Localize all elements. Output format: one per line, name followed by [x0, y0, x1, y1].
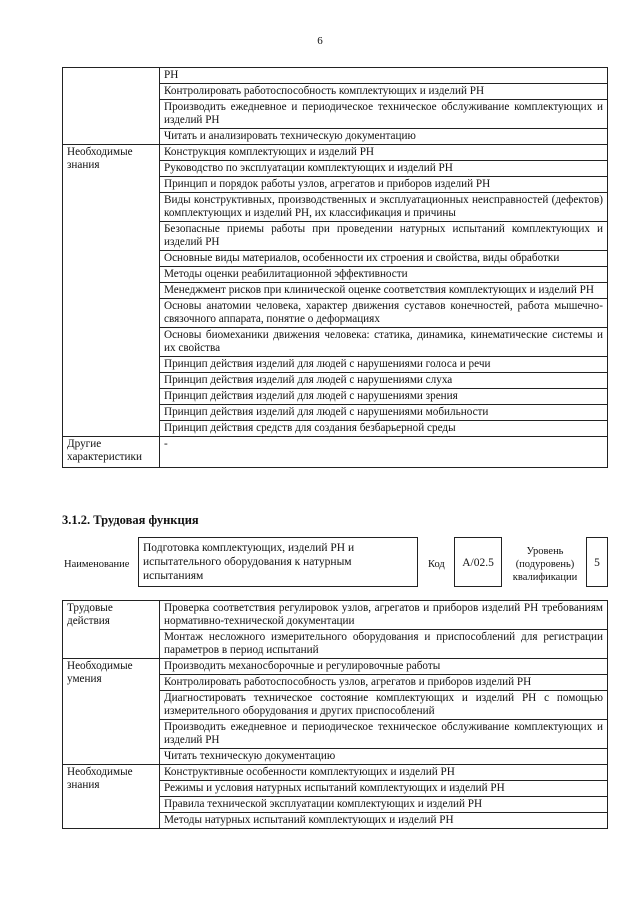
- code-value: A/02.5: [454, 537, 502, 587]
- code-label: Код: [428, 559, 445, 570]
- function-header: [62, 537, 608, 595]
- table-cell: Принцип действия изделий для людей с нарушениями слуха: [160, 373, 608, 389]
- table-cell: Проверка соответствия регулировок узлов, агрегатов и приборов изделий РН требованиям нормативно-технической документации: [160, 601, 608, 630]
- table-cell: Диагностировать техническое состояние комплектующих и изделий РН с помощью измерительного оборудования и других приспособлений: [160, 691, 608, 720]
- section-title: 3.1.2. Трудовая функция: [62, 513, 199, 527]
- group-label: [63, 68, 160, 145]
- table-cell: Виды конструктивных, производственных и эксплуатационных неисправностей (дефектов) комплектующих и изделий РН, их классификация и причины: [160, 193, 608, 222]
- table-cell: Безопасные приемы работы при проведении натурных испытаний комплектующих и изделий РН: [160, 222, 608, 251]
- table-cell: Принцип действия изделий для людей с нарушениями голоса и речи: [160, 357, 608, 373]
- group-skills: [63, 659, 608, 765]
- table-cell: Менеджмент рисков при клинической оценке соответствия комплектующих и изделий РН: [160, 283, 608, 299]
- group-knowledge: [63, 145, 608, 437]
- table-cell: Основы биомеханики движения человека: статика, динамика, кинематические системы и их свойства: [160, 328, 608, 357]
- table-cell: -: [160, 437, 608, 468]
- table-cell: Методы натурных испытаний комплектующих и изделий РН: [160, 813, 608, 829]
- group-label-knowledge: Необходимые знания: [63, 145, 160, 437]
- name-label: Наименование: [64, 559, 130, 570]
- group-actions: [63, 601, 608, 659]
- table-row: [63, 145, 608, 161]
- table-cell: РН: [160, 68, 608, 84]
- table-cell: Производить ежедневное и периодическое техническое обслуживание комплектующих и изделий РН: [160, 100, 608, 129]
- table-cell: Принцип действия изделий для людей с нарушениями зрения: [160, 389, 608, 405]
- table-cell: Конструктивные особенности комплектующих и изделий РН: [160, 765, 608, 781]
- table-cell: Контролировать работоспособность узлов, агрегатов и приборов изделий РН: [160, 675, 608, 691]
- table-row: [63, 437, 608, 468]
- level-value: 5: [586, 537, 608, 587]
- group-knowledge-2: [63, 765, 608, 829]
- table-cell: Основные виды материалов, особенности их строения и свойства, виды обработки: [160, 251, 608, 267]
- table-cell: Конструкция комплектующих и изделий РН: [160, 145, 608, 161]
- table-cell: Монтаж несложного измерительного оборудования и приспособлений для регистрации параметров в период испытаний: [160, 630, 608, 659]
- group-label-skills: Необходимые умения: [63, 659, 160, 765]
- table-cell: Режимы и условия натурных испытаний комплектующих и изделий РН: [160, 781, 608, 797]
- table-cell: Основы анатомии человека, характер движения суставов конечностей, работа мышечно-связочного аппарата, понятие о деформациях: [160, 299, 608, 328]
- group-label-other: Другие характеристики: [63, 437, 160, 468]
- table-cell: Руководство по эксплуатации комплектующих и изделий РН: [160, 161, 608, 177]
- requirements-table-continued: [62, 67, 608, 468]
- group-label-actions: Трудовые действия: [63, 601, 160, 659]
- table-row: [63, 601, 608, 630]
- group-label-knowledge-2: Необходимые знания: [63, 765, 160, 829]
- name-value: Подготовка комплектующих, изделий РН и испытательного оборудования к натурным испытаниям: [138, 537, 418, 587]
- table-cell: Принцип и порядок работы узлов, агрегатов и приборов изделий РН: [160, 177, 608, 193]
- table-cell: Принцип действия изделий для людей с нарушениями мобильности: [160, 405, 608, 421]
- table-cell: Контролировать работоспособность комплектующих и изделий РН: [160, 84, 608, 100]
- table-cell: Правила технической эксплуатации комплектующих и изделий РН: [160, 797, 608, 813]
- table-cell: Производить механосборочные и регулировочные работы: [160, 659, 608, 675]
- table-cell: Принцип действия средств для создания безбарьерной среды: [160, 421, 608, 437]
- group-top: [63, 68, 608, 145]
- level-label: Уровень (подуровень) квалификации: [512, 546, 578, 583]
- page-number: 6: [317, 35, 323, 47]
- function-a025-table: [62, 600, 608, 829]
- group-other: [63, 437, 608, 468]
- table-cell: Читать техническую документацию: [160, 749, 608, 765]
- table-cell: Читать и анализировать техническую документацию: [160, 129, 608, 145]
- table-row: [63, 659, 608, 675]
- table-row: [63, 68, 608, 84]
- table-cell: Производить ежедневное и периодическое техническое обслуживание комплектующих и изделий РН: [160, 720, 608, 749]
- table-cell: Методы оценки реабилитационной эффективности: [160, 267, 608, 283]
- table-row: [63, 765, 608, 781]
